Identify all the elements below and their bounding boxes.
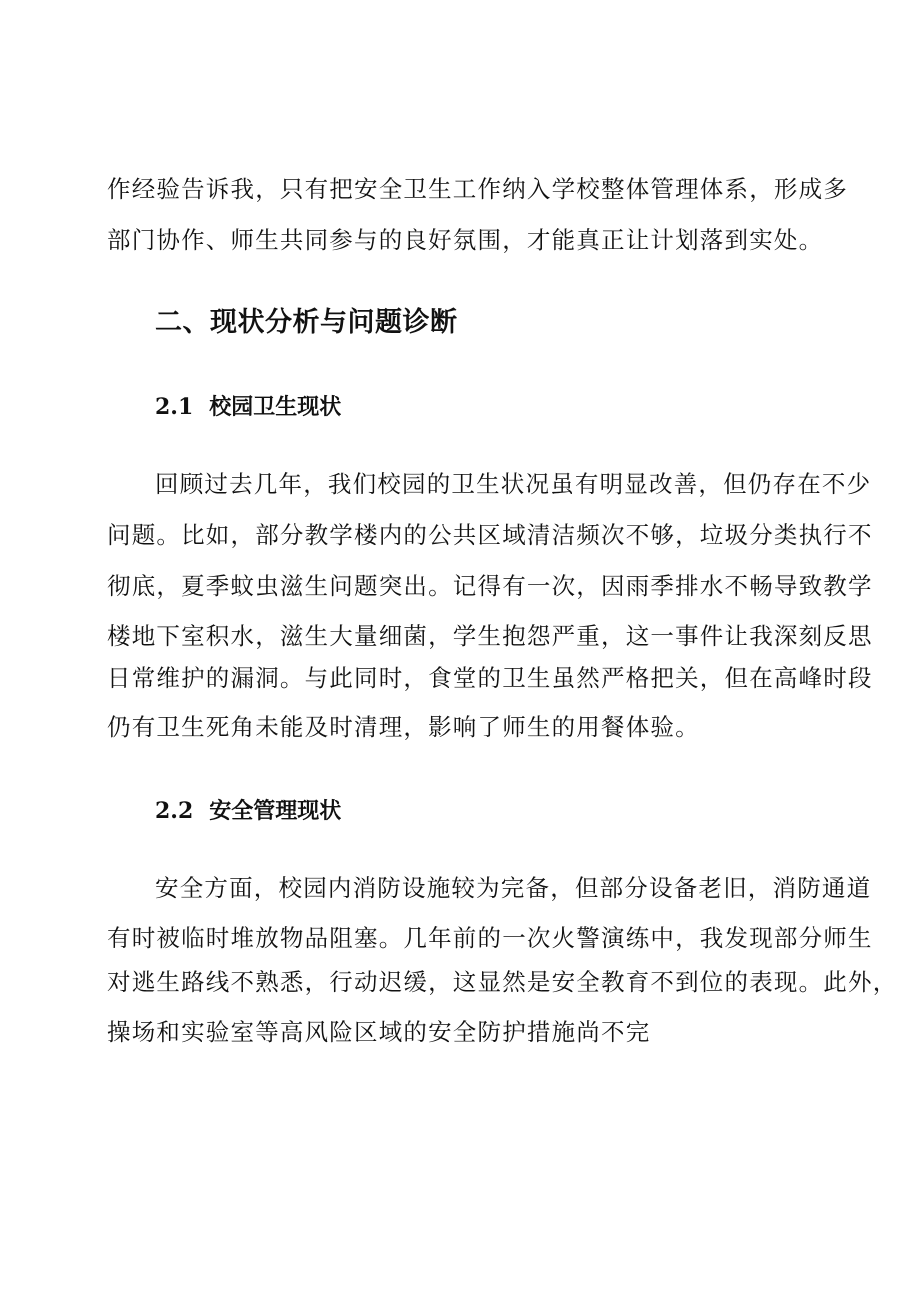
intro-line-2: 部门协作、师生共同参与的良好氛围，才能真正让计划落到实处。 [107,226,824,254]
section-heading: 二、现状分析与问题诊断 [155,307,458,338]
paragraph-line: 有时被临时堆放物品阻塞。几年前的一次火警演练中，我发现部分师生 [107,924,873,952]
intro-line-1: 作经验告诉我，只有把安全卫生工作纳入学校整体管理体系，形成多 [107,175,848,203]
subsection-heading-2-2 [155,796,341,827]
paragraph-line: 彻底，夏季蚊虫滋生问题突出。记得有一次，因雨季排水不畅导致教学 [107,572,873,600]
paragraph-line: 问题。比如，部分教学楼内的公共区域清洁频次不够，垃圾分类执行不 [107,521,873,549]
subsection-title: 安全管理现状 [209,799,342,824]
paragraph-line: 仍有卫生死角未能及时清理，影响了师生的用餐体验。 [107,713,700,741]
paragraph-line: 回顾过去几年，我们校园的卫生状况虽有明显改善，但仍存在不少 [155,470,872,498]
subsection-heading-2-1 [155,392,341,423]
paragraph-line: 对逃生路线不熟悉，行动迟缓，这显然是安全教育不到位的表现。此外， [107,968,898,996]
subsection-number: 2.1 [155,394,194,420]
paragraph-line: 操场和实验室等高风险区域的安全防护措施尚不完 [107,1018,651,1046]
paragraph-line: 楼地下室积水，滋生大量细菌，学生抱怨严重，这一事件让我深刻反思 [107,622,873,650]
paragraph-line: 日常维护的漏洞。与此同时，食堂的卫生虽然严格把关，但在高峰时段 [107,664,873,692]
subsection-title: 校园卫生现状 [209,395,342,420]
subsection-number: 2.2 [155,798,194,824]
paragraph-line: 安全方面，校园内消防设施较为完备，但部分设备老旧，消防通道 [155,874,872,902]
